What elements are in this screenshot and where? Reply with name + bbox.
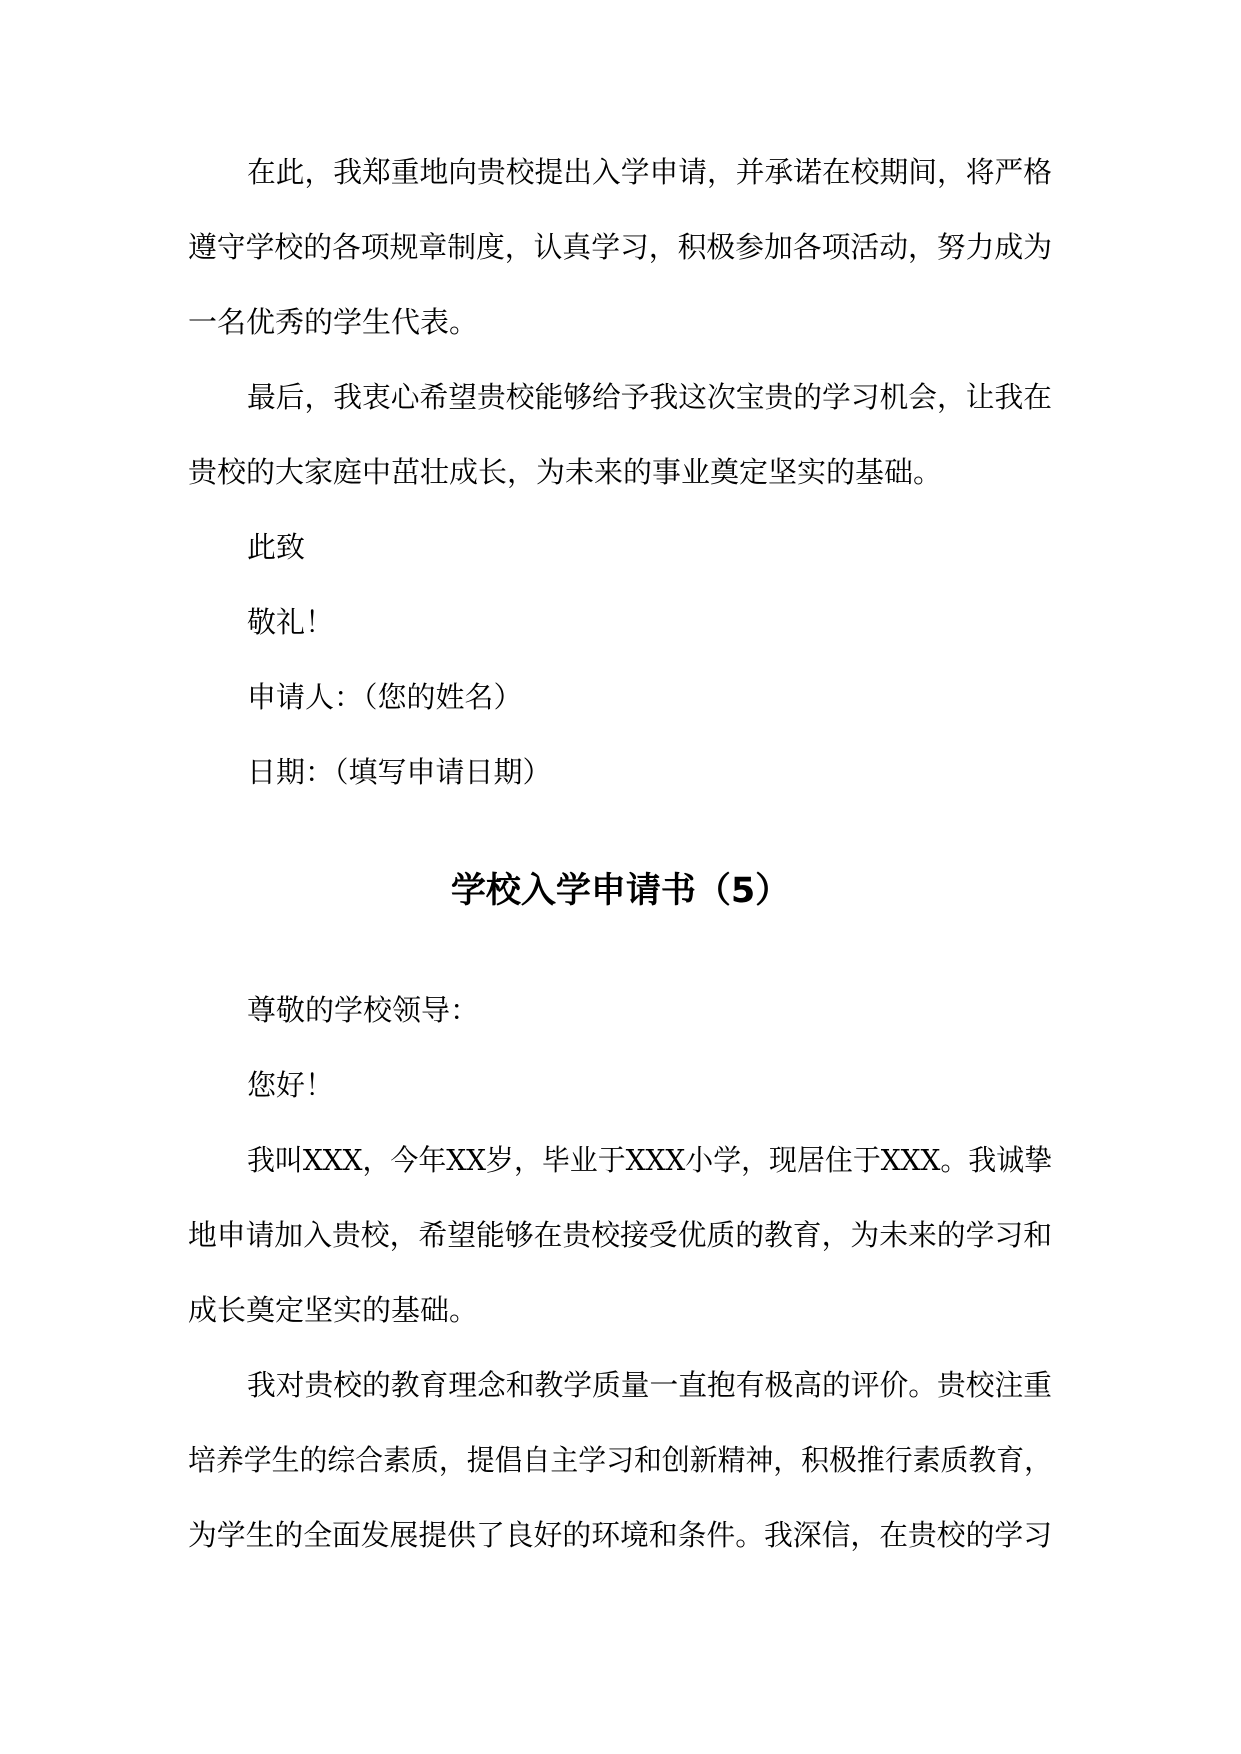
paragraph-line: 培养学生的综合素质，提倡自主学习和创新精神，积极推行素质教育， <box>188 1443 1053 1477</box>
paragraph-line: 一名优秀的学生代表。 <box>188 305 479 339</box>
paragraph-line: 贵校的大家庭中茁壮成长，为未来的事业奠定坚实的基础。 <box>188 455 943 489</box>
paragraph-line: 我对贵校的教育理念和教学质量一直抱有极高的评价。贵校注重 <box>247 1368 1053 1402</box>
paragraph-line: 成长奠定坚实的基础。 <box>188 1293 479 1327</box>
paragraph-line: 我叫XXX，今年XX岁，毕业于XXX小学，现居住于XXX。我诚挚 <box>247 1143 1053 1177</box>
section-title: 学校入学申请书（5） <box>450 871 791 911</box>
paragraph-line: 在此，我郑重地向贵校提出入学申请，并承诺在校期间，将严格 <box>247 155 1053 189</box>
closing-line: 敬礼！ <box>247 605 335 639</box>
greeting-line: 您好！ <box>247 1068 335 1102</box>
paragraph-line: 最后，我衷心希望贵校能够给予我这次宝贵的学习机会，让我在 <box>247 380 1053 414</box>
paragraph-line: 地申请加入贵校，希望能够在贵校接受优质的教育，为未来的学习和 <box>188 1218 1053 1252</box>
applicant-line: 申请人：（您的姓名） <box>247 680 523 714</box>
closing-line: 此致 <box>247 530 306 564</box>
date-line: 日期：（填写申请日期） <box>247 755 552 789</box>
paragraph-line: 为学生的全面发展提供了良好的环境和条件。我深信，在贵校的学习 <box>188 1518 1053 1552</box>
salutation-line: 尊敬的学校领导： <box>247 993 480 1027</box>
paragraph-line: 遵守学校的各项规章制度，认真学习，积极参加各项活动，努力成为 <box>188 230 1053 264</box>
